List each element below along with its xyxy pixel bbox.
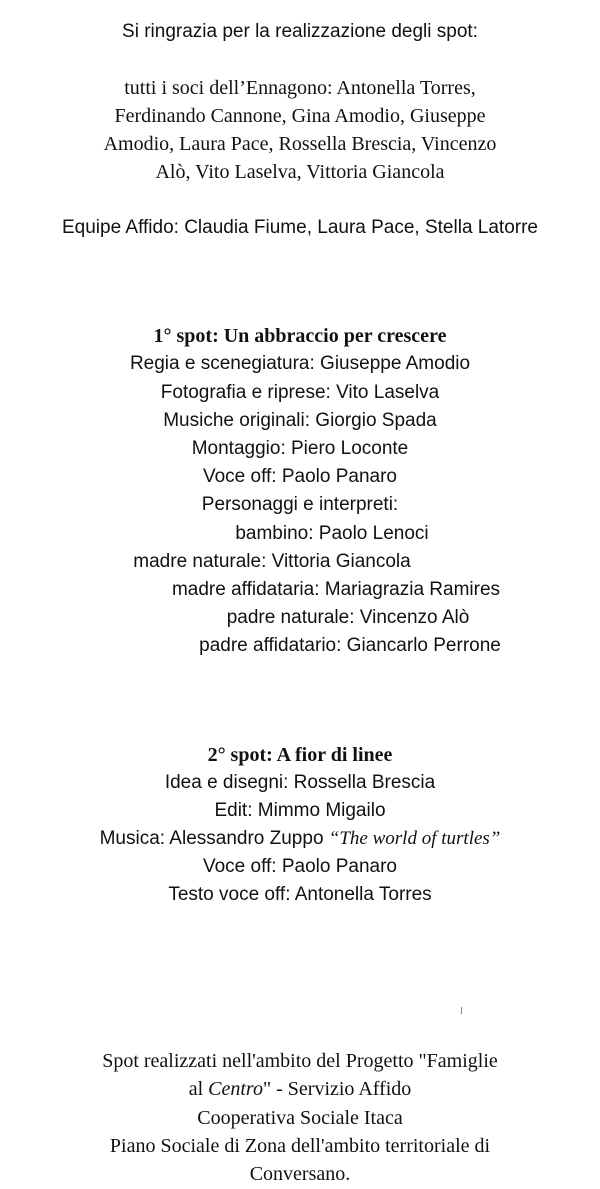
spot2-title: 2° spot: A fior di linee bbox=[207, 744, 393, 766]
spot2-music-prefix: Musica: Alessandro Zuppo bbox=[99, 828, 329, 849]
ennagono-line-4: Alò, Vito Laselva, Vittoria Giancola bbox=[155, 161, 445, 183]
spot2-credit-idea: Idea e disegni: Rossella Brescia bbox=[164, 772, 436, 793]
ennagono-line-1: tutti i soci dell’Ennagono: Antonella Torres, bbox=[124, 77, 476, 99]
spot1-credit-montaggio: Montaggio: Piero Loconte bbox=[191, 438, 409, 459]
footer-line2-italic: Centro bbox=[208, 1078, 263, 1100]
thanks-intro: Si ringrazia per la realizzazione degli spot: bbox=[122, 21, 478, 42]
footer-line-1: Spot realizzati nell'ambito del Progetto "Famiglie bbox=[102, 1050, 498, 1072]
spot1-credit-personaggi: Personaggi e interpreti: bbox=[201, 494, 399, 515]
spot1-credit-padre-affidatario: padre affidatario: Giancarlo Perrone bbox=[199, 635, 501, 656]
spot1-credit-regia: Regia e scenegiatura: Giuseppe Amodio bbox=[129, 353, 471, 374]
spot1-credit-musiche: Musiche originali: Giorgio Spada bbox=[163, 410, 437, 431]
footer-line-2 bbox=[0, 1077, 600, 1101]
footer-line-4: Piano Sociale di Zona dell'ambito territoriale di bbox=[109, 1135, 491, 1157]
equipe-affido: Equipe Affido: Claudia Fiume, Laura Pace, Stella Latorre bbox=[62, 217, 538, 238]
footer-line-5: Conversano. bbox=[249, 1163, 351, 1185]
footer-line2-suffix: " - Servizio Affido bbox=[262, 1078, 412, 1100]
ennagono-line-2: Ferdinando Cannone, Gina Amodio, Giuseppe bbox=[114, 105, 486, 127]
footer-line-3: Cooperativa Sociale Itaca bbox=[197, 1107, 403, 1129]
scan-speck bbox=[461, 1007, 462, 1014]
spot1-title: 1° spot: Un abbraccio per crescere bbox=[153, 325, 447, 347]
footer-line2-prefix: al bbox=[188, 1078, 209, 1100]
spot2-credit-testo: Testo voce off: Antonella Torres bbox=[168, 884, 432, 905]
spot1-credit-voce: Voce off: Paolo Panaro bbox=[202, 466, 398, 487]
spot2-credit-voce: Voce off: Paolo Panaro bbox=[202, 856, 398, 877]
spot1-credit-bambino: bambino: Paolo Lenoci bbox=[235, 523, 429, 544]
spot2-credit-edit: Edit: Mimmo Migailo bbox=[214, 800, 386, 821]
spot1-credit-madre-naturale: madre naturale: Vittoria Giancola bbox=[133, 551, 411, 572]
spot1-credit-madre-affidataria: madre affidataria: Mariagrazia Ramires bbox=[171, 579, 501, 600]
spot2-music-title: “The world of turtles” bbox=[328, 828, 501, 849]
spot1-credit-padre-naturale: padre naturale: Vincenzo Alò bbox=[226, 607, 470, 628]
spot1-credit-fotografia: Fotografia e riprese: Vito Laselva bbox=[160, 382, 440, 403]
spot2-credit-musica bbox=[0, 827, 600, 851]
ennagono-line-3: Amodio, Laura Pace, Rossella Brescia, Vincenzo bbox=[103, 133, 497, 155]
